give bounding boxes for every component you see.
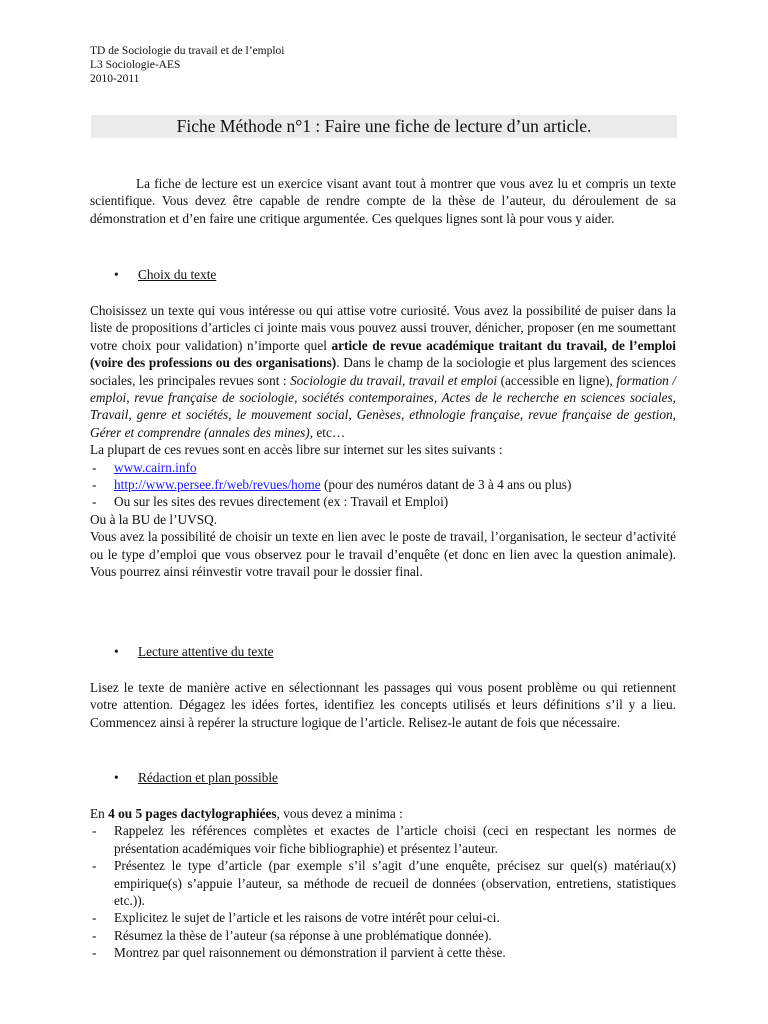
site-item: [90, 459, 676, 476]
section-lecture-body: [90, 679, 676, 731]
bullet-icon: •: [114, 644, 119, 659]
redaction-item: - Rappelez les références complètes et exactes de l’article choisi (ceci en respectant les normes de présentation académiques voir fiche bibliographie) et présentez l’auteur.: [90, 822, 676, 857]
redaction-list: [90, 822, 676, 961]
redaction-item: - Résumez la thèse de l’auteur (sa réponse à une problématique donnée).: [90, 927, 676, 944]
bullet-icon: •: [114, 267, 119, 282]
bu-line: Ou à la BU de l’UVSQ.: [90, 511, 218, 527]
persee-link[interactable]: http://www.persee.fr/web/revues/home: [114, 477, 321, 493]
redaction-lead: En 4 ou 5 pages dactylographiées, vous devez a minima :: [90, 806, 403, 821]
document-header: [90, 44, 285, 86]
bullet-icon: •: [114, 770, 119, 785]
section-heading-lecture: • Lecture attentive du texte: [114, 644, 274, 659]
lecture-paragraph: Lisez le texte de manière active en sélectionnant les passages qui vous posent problème ou qui retiennent votre attention. Dégagez les idées fortes, identifiez les concepts utilisés et leurs définitions s’il y a lieu. Commencez ainsi à repérer la structure logique de l’article. Relisez-le autant de fois que nécessaire.: [90, 680, 676, 730]
section-redaction-body: [90, 805, 676, 962]
cairn-link[interactable]: www.cairn.info: [114, 459, 197, 475]
sites-list: [90, 459, 676, 511]
section-heading-redaction: • Rédaction et plan possible: [114, 770, 278, 785]
lien-paragraph: Vous avez la possibilité de choisir un texte en lien avec le poste de travail, l’organisation, le secteur d’activité ou le type d’emploi que vous observez pour le travail d’enquête (et donc en lien avec la question animale). Vous pourrez ainsi réinvestir votre travail pour le dossier final.: [90, 529, 676, 580]
document-title: Fiche Méthode n°1 : Faire une fiche de lecture d’un article.: [91, 115, 677, 138]
choix-paragraph: Choisissez un texte qui vous intéresse ou qui attise votre curiosité. Vous avez la possibilité de puiser dans la liste de propositions d’articles ci jointe mais vous pouvez aussi trouver, dénicher, proposer (en me soumettant votre choix pour validation) n’importe quel article de revue académique traitant du travail, de l’emploi (voire des professions ou des organisations). Dans le champ de la sociologie et plus largement des sciences sociales, les principales revues sont : Sociologie du travail, travail et emploi (accessible en ligne), formation / emploi, revue française de sociologie, sociétés contemporaines, Actes de le recherche en sciences sociales, Travail, genre et sociétés, le mouvement social, Genèses, ethnologie française, revue française de gestion, Gérer et comprendre (annales des mines), etc…: [90, 303, 676, 440]
intro-paragraph: La fiche de lecture est un exercice visant avant tout à montrer que vous avez lu et compris un texte scientifique. Vous devez être capable de rendre compte de la thèse de l’auteur, du déroulement de sa démonstration et d’en faire une critique argumentée. Ces quelques lignes sont là pour vous y aider.: [90, 176, 676, 226]
site-item: - Ou sur les sites des revues directement (ex : Travail et Emploi): [90, 493, 676, 510]
site-item: - http://www.persee.fr/web/revues/home (pour des numéros datant de 3 à 4 ans ou plus): [90, 476, 676, 493]
section-heading-choix: • Choix du texte: [114, 267, 217, 282]
header-level: L3 Sociologie-AES: [90, 59, 181, 71]
sites-intro: La plupart de ces revues sont en accès libre sur internet sur les sites suivants :: [90, 442, 503, 458]
header-course: TD de Sociologie du travail et de l’emploi: [90, 45, 285, 57]
header-year: 2010-2011: [90, 73, 140, 85]
section-choix-body: [90, 302, 676, 581]
redaction-item: - Montrez par quel raisonnement ou démonstration il parvient à cette thèse.: [90, 944, 676, 961]
redaction-item: - Présentez le type d’article (par exemple s’il s’agit d’une enquête, précisez sur quel(s) matériau(x) empirique(s) s’appuie l’auteur, sa méthode de recueil de données (observation, entretiens, statistiques etc.)).: [90, 857, 676, 909]
redaction-item: - Explicitez le sujet de l’article et les raisons de votre intérêt pour celui-ci.: [90, 909, 676, 926]
